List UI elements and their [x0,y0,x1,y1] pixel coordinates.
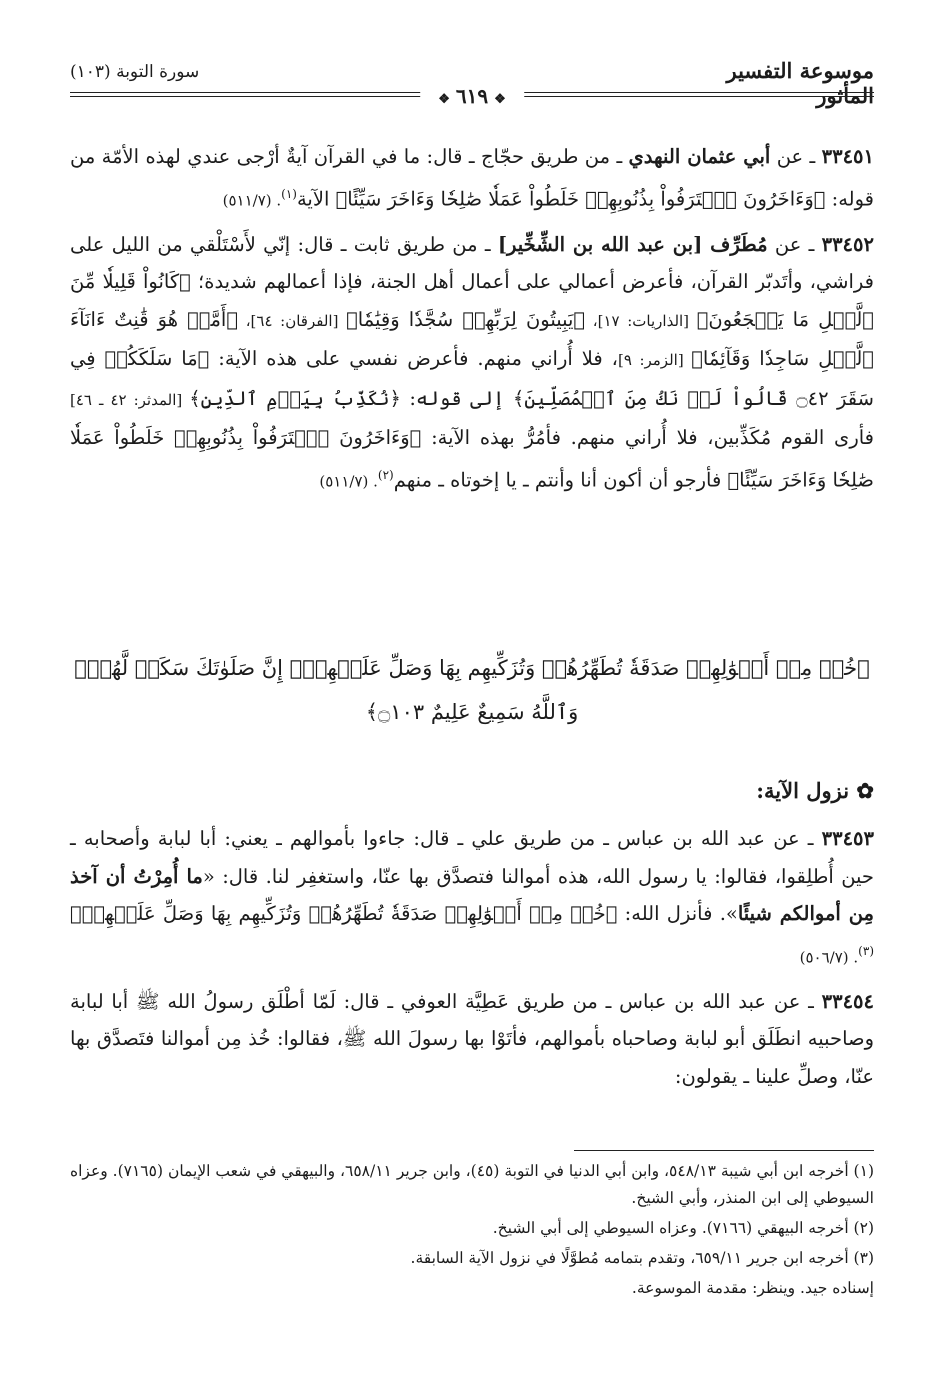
footnote-marker[interactable]: (٣) [858,943,874,958]
footnote: (٣) أخرجه ابن جرير ٦٥٩/١١، وتقدم بتمامه مُطوَّلًا في نزول الآية السابقة. [410,1249,874,1267]
quran-verse: ﴿وَءَاخَرُونَ ٱعۡتَرَفُواْ بِذُنُوبِهِمۡ خَلَطُواْ عَمَلٗا صَٰلِحٗا وَءَاخَرَ سَيِّئًا﴾ [70,426,874,491]
athar-number: ٣٣٤٥٢ [821,232,874,256]
flower-ornament-icon: ✿ [856,778,874,803]
athar-number: ٣٣٤٥٣ [821,827,874,850]
volume-reference: . (٥٠٦/٧) [799,948,859,966]
footnote-rule [574,1150,874,1151]
volume-reference: . (٥١١/٧) [222,191,282,209]
text-run: ـ عن عبد الله بن عباس ـ من طريق علي ـ قال: جاءوا بأموالهم ـ يعني: أبا لبابة وأصحابه ـ حين أُطلِقوا، فقالوا: يا رسول الله، هذه أموالنا فتصدَّق بها عنّا، واستغفِر لنا. قال: « [70,827,874,888]
quran-verse: ﴿كَانُواْ قَلِيلٗا مِّنَ ٱلَّيۡلِ مَا يَهۡجَعُونَ﴾ [70,270,874,331]
text-run: ـ من طريق ثابت ـ قال: إنّي لأَسْتَلْقي من الليل على فراشي، وأتَدبّر القرآن، فأعرض أعمالي على أعمال أهل الجنة، فإذا أعمالهم شديدة؛ [70,232,874,293]
main-text-2 [70,820,874,1101]
volume-reference: . (٥١١/٧) [319,472,378,490]
main-text [70,138,874,507]
surah-label: سورة التوبة (١٠٣) [70,62,200,82]
book-title: موسوعة التفسير المأثور [726,58,874,108]
footnote: (٢) أخرجه البيهقي (٧١٦٦). وعزاه السيوطي إلى أبي الشيخ. [492,1219,874,1237]
footnote: (١) أخرجه ابن أبي شيبة ٥٤٨/١٣، وابن أبي الدنيا في التوبة (٤٥)، وابن جرير ٦٥٨/١١، والبيهقي في شعب الإيمان (٧١٦٥). وعزاه السيوطي إلى ابن المنذر، وأبي الشيخ. [70,1162,874,1207]
athar-paragraph [70,820,874,977]
footnote: إسناده جيد. وينظر: مقدمة الموسوعة. [631,1279,874,1297]
athar-number: ٣٣٤٥١ [821,145,874,168]
athar-number: ٣٣٤٥٤ [821,989,874,1013]
text-run: فأرى القوم مُكَذِّبين، فلا أُراني منهم. فأمُرُّ بهذه الآية: [421,426,874,449]
heading-text: نزول الآية: [756,778,850,803]
quran-verse: ﴿خُذۡ مِنۡ أَمۡوَٰلِهِمۡ صَدَقَةٗ تُطَهِّرُهُمۡ وَتُزَكِّيهِم بِهَا وَصَلِّ عَلَيۡهِمۡ﴾ [70,902,618,925]
quran-verse: ﴿وَءَاخَرُونَ ٱعۡتَرَفُواْ بِذُنُوبِهِمۡ خَلَطُواْ عَمَلٗا صَٰلِحٗا وَءَاخَرَ سَيِّئًا﴾ [335,187,826,210]
page-number: ٦١٩ [455,84,489,108]
athar-paragraph [70,138,874,220]
footnote-marker[interactable]: (١) [281,186,297,201]
surah-reference: [الذاريات: ١٧]، [585,311,697,330]
text-run: ـ عن عبد الله بن عباس ـ من طريق عَطِيَّة العوفي ـ قال: لَمّا أطْلَق رسولُ الله ﷺ أبا لبابة وصاحبيه انطَلَق أبو لبابة وصاحباه بأموالهم، فأتَوْا بها رسولَ الله ﷺ، فقالوا: خُذ مِن أموالنا فتَصدَّق بها عنّا، وصلِّ علينا ـ يقولون: [70,989,874,1088]
text-run: ، فلا أُراني منهم. فأعرض نفسي على هذه الآية: [209,347,618,370]
text-run: إلى قوله: [400,386,513,410]
quran-verse: ﴿مَا سَلَكَكُمۡ فِي سَقَرَ ۝٤٢ قَالُواْ لَمۡ نَكُ مِنَ ٱلۡمُصَلِّينَ﴾ [70,347,874,410]
quran-verse: ﴿أَمَّنۡ هُوَ قَٰنِتٌ ءَانَآءَ ٱلَّيۡلِ سَاجِدٗا وَقَآئِمٗا﴾ [70,307,874,370]
footnote-marker[interactable]: (٢) [377,467,394,482]
ornament-icon: ❖ [438,92,450,107]
text-run: ـ من طريق حجّاج ـ قال: ما في القرآن آيةٌ أرْجى عندي لهذه الأمّة من قوله: [70,145,874,210]
text-run: ». فأنزل الله: [617,902,738,925]
athar-paragraph [70,983,874,1096]
surah-reference: [المدثر: ٤٢ ـ ٤٦] [70,390,190,409]
section-heading [756,778,874,803]
verse-line: ﴿خُذۡ مِنۡ أَمۡوَٰلِهِمۡ صَدَقَةٗ تُطَهِّرُهُمۡ وَتُزَكِّيهِم بِهَا وَصَلِّ عَلَيۡهِمۡۖ إِنَّ صَلَوٰتَكَ سَكَنٞ لَّهُمۡۗ [74,656,870,680]
ornament-icon: ❖ [494,92,506,107]
surah-reference: [الفرقان: ٦٤]، [238,311,347,330]
quran-verse: ﴿يَبِيتُونَ لِرَبِّهِمۡ سُجَّدٗا وَقِيَٰمٗا﴾ [346,307,586,331]
text-run: ـ عن [767,232,822,256]
narrator-name: أبي عثمان النهدي [628,145,771,168]
text-run: ـ عن [770,145,822,168]
quran-verse: ﴿نُكَذِّبُ بِيَوۡمِ ٱلدِّينِ﴾ [189,386,401,410]
athar-paragraph [70,226,874,501]
narrator-name: مُطَرِّف [بن عبد الله بن الشِّخِّير] [497,232,768,256]
surah-reference: [الزمر: ٩] [617,351,692,369]
text-run: الآية [296,187,336,210]
verse-block [70,646,874,734]
hadith-quote: ما أُمِرْتُ أن آخذ مِن أموالكم شيئًا [70,864,874,925]
text-run: فأرجو أن أكون أنا وأنتم ـ يا إخوتاه ـ منهم [393,468,728,491]
footnotes [70,1158,874,1305]
page-number-box [420,84,524,108]
verse-line: وَٱللَّهُ سَمِيعٌ عَلِيمٌ ۝١٠٣﴾ [365,700,579,724]
